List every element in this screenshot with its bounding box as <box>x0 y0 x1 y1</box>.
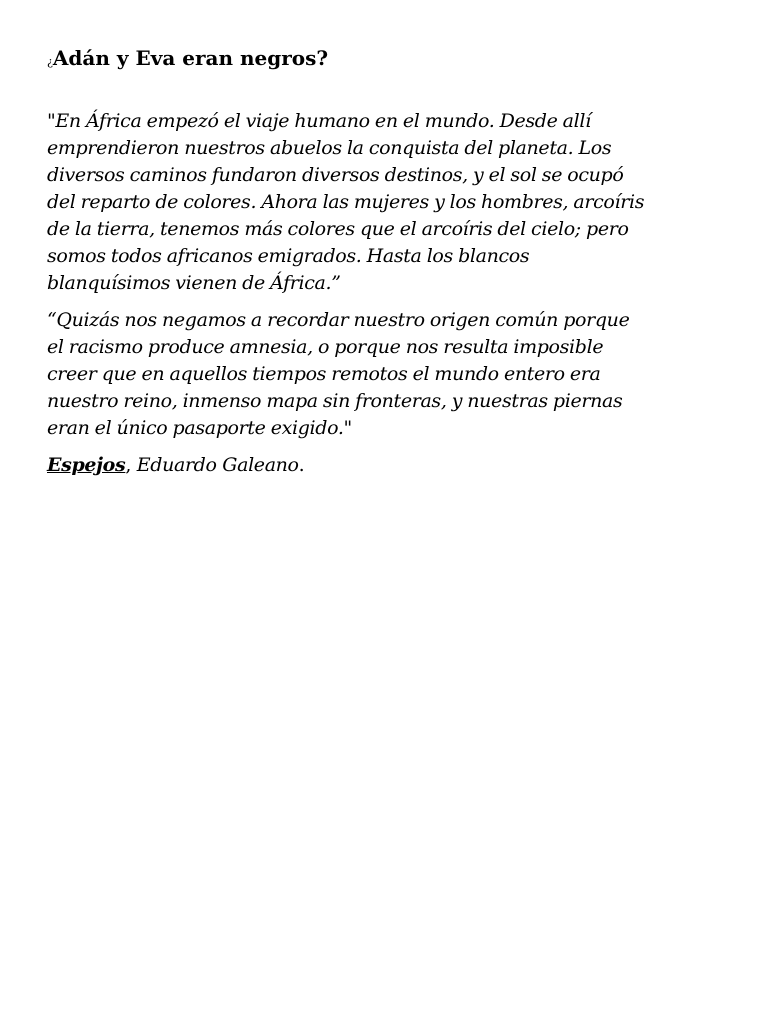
quote-line: creer que en aquellos tiempos remotos el mundo entero era <box>47 363 601 385</box>
citation <box>47 452 737 479</box>
author-name: Eduardo Galeano <box>136 454 299 476</box>
quote-line: “Quizás nos negamos a recordar nuestro origen común porque <box>47 309 630 331</box>
quote-line: del reparto de colores. Ahora las mujeres y los hombres, arcoíris <box>47 191 645 213</box>
inverted-question-mark: ¿ <box>47 55 53 68</box>
quote-line: "En África empezó el viaje humano en el mundo. Desde allí <box>47 110 591 132</box>
quote-line: el racismo produce amnesia, o porque nos resulta imposible <box>47 336 604 358</box>
title-text: Adán y Eva eran negros? <box>52 46 329 70</box>
quote-line: nuestro reino, inmenso mapa sin fronteras, y nuestras piernas <box>47 390 623 412</box>
quote-line: somos todos africanos emigrados. Hasta los blancos <box>47 245 530 267</box>
document-page <box>47 44 737 479</box>
quote-line: eran el único pasaporte exigido." <box>47 417 352 439</box>
quote-paragraph-1 <box>47 108 737 297</box>
quote-line: de la tierra, tenemos más colores que el arcoíris del cielo; pero <box>47 218 629 240</box>
quote-line: diversos caminos fundaron diversos destinos, y el sol se ocupó <box>47 164 624 186</box>
quote-line: emprendieron nuestros abuelos la conquista del planeta. Los <box>47 137 612 159</box>
citation-end: . <box>298 454 305 476</box>
quote-paragraph-2 <box>47 307 737 442</box>
page-title <box>47 44 737 76</box>
book-title-link[interactable]: Espejos <box>47 454 126 476</box>
quote-line: blanquísimos vienen de África.” <box>47 272 341 294</box>
citation-separator: , <box>125 454 137 476</box>
